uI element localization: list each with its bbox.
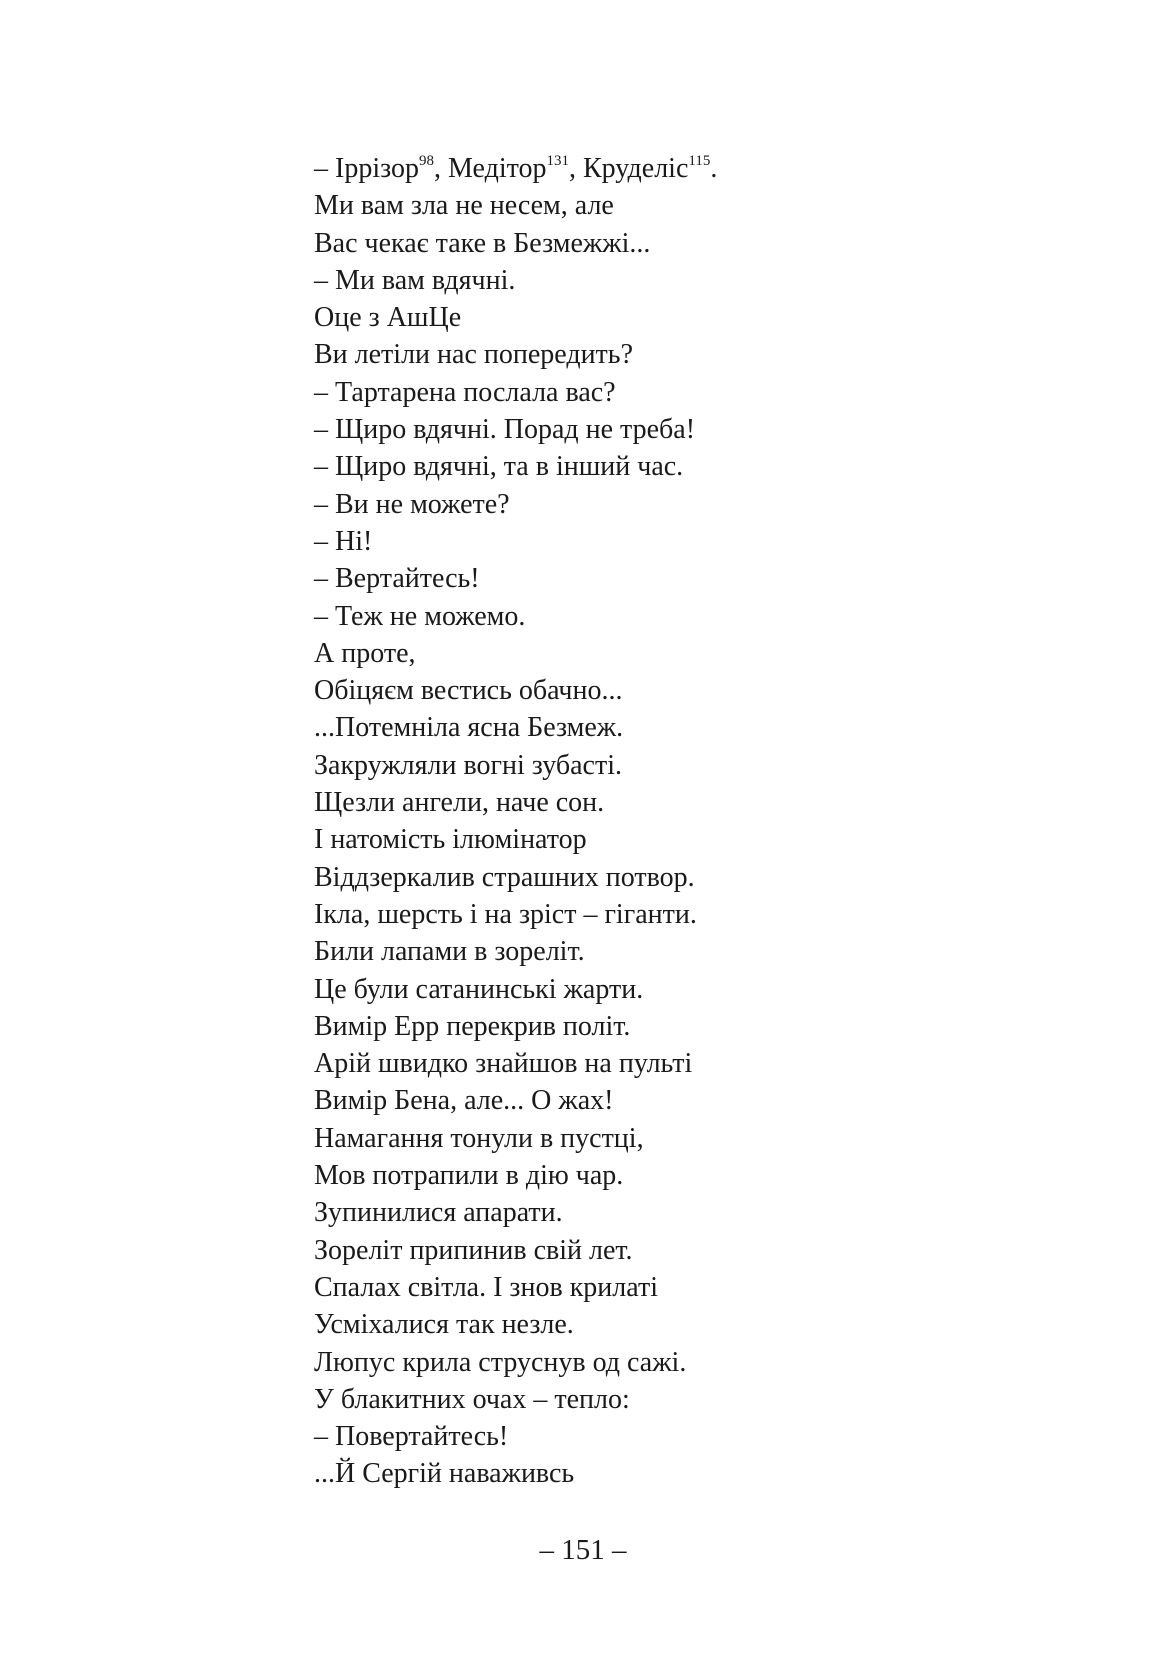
poem-line: Зупинилися апарати. (314, 1197, 563, 1229)
poem-line: Мов потрапили в дію чар. (314, 1160, 624, 1192)
poem-line: У блакитних очах – тепло: (314, 1383, 630, 1415)
line-text: . (710, 153, 718, 184)
poem-line: Закружляли вогні зубасті. (314, 749, 622, 781)
poem-line-names (314, 150, 1094, 187)
poem-line: Ми вам зла не несем, але (314, 190, 614, 222)
poem-line: Били лапами в зореліт. (314, 936, 585, 968)
line-text: , Медітор (434, 153, 547, 184)
line-text: – Іррізор (314, 153, 419, 184)
poem-line: Віддзеркалив страшних потвор. (314, 861, 695, 893)
page-number: – 151 – (539, 1534, 627, 1566)
poem-line: Ікла, шерсть і на зріст – гіганти. (314, 898, 697, 930)
poem-line: Це були сатанинські жарти. (314, 973, 644, 1005)
poem-line: А проте, (314, 637, 416, 669)
poem-line: Зореліт припинив свій лет. (314, 1234, 633, 1266)
poem-line: – Ми вам вдячні. (314, 264, 516, 296)
poem-line: – Теж не можемо. (314, 600, 526, 632)
poem-text (314, 150, 1094, 1493)
poem-line: Вимір Бена, але... О жах! (314, 1085, 614, 1117)
poem-line: Обіцяєм вестись обачно... (314, 675, 623, 707)
poem-line: ...Й Сергій наваживсь (314, 1458, 575, 1490)
poem-line: Намагання тонули в пустці, (314, 1122, 644, 1154)
footnote-ref-131: 131 (546, 153, 569, 169)
poem-line: Вас чекає таке в Безмежжі... (314, 227, 651, 259)
poem-line: І натомість ілюмінатор (314, 824, 587, 856)
poem-line: Арій швидко знайшов на пульті (314, 1048, 693, 1080)
footnote-ref-115: 115 (688, 153, 711, 169)
poem-line: Усміхалися так незле. (314, 1309, 574, 1341)
poem-line: – Щиро вдячні. Порад не треба! (314, 414, 696, 446)
poem-line: Ви летіли нас попередить? (314, 339, 633, 371)
poem-line: Оце з АшЦе (314, 302, 462, 334)
poem-line: ...Потемніла ясна Безмеж. (314, 712, 624, 744)
poem-line: – Вертайтесь! (314, 563, 480, 595)
footnote-ref-98: 98 (419, 153, 434, 169)
poem-line: Щезли ангели, наче сон. (314, 787, 605, 819)
poem-line: – Повертайтесь! (314, 1421, 509, 1453)
line-text: , Круделіс (568, 153, 689, 184)
poem-line: – Щиро вдячні, та в інший час. (314, 451, 684, 483)
poem-line: – Ні! (314, 525, 373, 557)
poem-line: Спалах світла. І знов крилаті (314, 1271, 658, 1303)
poem-line: – Тартарена послала вас? (314, 376, 616, 408)
poem-line: Вимір Ерр перекрив політ. (314, 1010, 631, 1042)
poem-line: Люпус крила струснув од сажі. (314, 1346, 687, 1378)
poem-line: – Ви не можете? (314, 488, 510, 520)
